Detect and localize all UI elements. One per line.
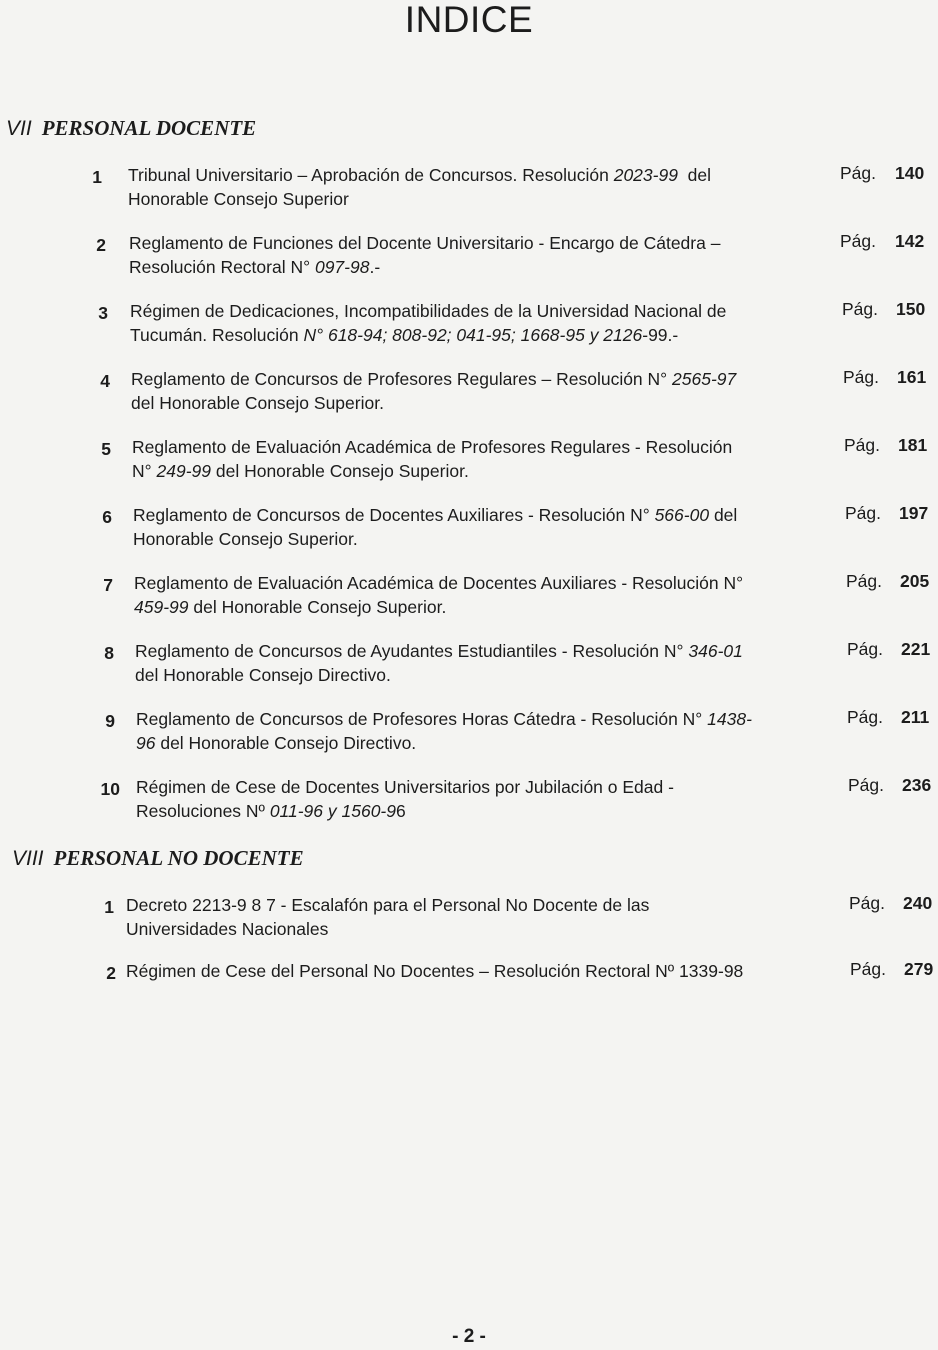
entry-title-italic: 249-99 [156, 460, 211, 481]
entry-title-part: -99.- [642, 324, 679, 345]
entry-title [136, 708, 836, 755]
section-heading-vii [6, 115, 256, 142]
section-title: PERSONAL NO DOCENTE [53, 846, 304, 870]
entry-title-part: N° [132, 460, 157, 481]
entry-title-part: Reglamento de Concursos de Ayudantes Estudiantiles - Resolución N° [135, 641, 689, 661]
entry-number: 2 [96, 235, 106, 255]
section-heading-viii [12, 845, 304, 872]
entry-title-part: Régimen de Dedicaciones, Incompatibilidades de la Universidad Nacional de [130, 301, 727, 321]
entry-title [133, 504, 833, 551]
entry-title-part: del Honorable Consejo Directivo. [135, 664, 391, 685]
entry-title-part: Honorable Consejo Superior. [133, 528, 358, 549]
entry-title-part: Reglamento de Concursos de Profesores Regulares – Resolución N° [131, 369, 673, 389]
entry-title-italic: 459-99 [134, 596, 189, 617]
page-label: Pág. [840, 231, 876, 251]
entry-title-part: Tucumán. Resolución [130, 324, 304, 345]
entry-title-part: Régimen de Cese de Docentes Universitarios por Jubilación o Edad - [136, 777, 674, 797]
entry-title-italic: 96 [136, 732, 156, 753]
page-label: Pág. [840, 163, 876, 183]
page-number: - 2 - [452, 1326, 486, 1347]
entry-title-part: Honorable Consejo Superior [128, 188, 349, 209]
entry-title [128, 164, 828, 211]
entry-title-part: del Honorable Consejo Superior. [211, 460, 469, 481]
entry-title [134, 572, 834, 619]
page-label: Pág. [842, 299, 878, 319]
page-number-ref: 142 [895, 231, 925, 251]
entry-number: 1 [104, 897, 114, 917]
entry-title [130, 300, 830, 347]
entry-number: 10 [100, 779, 120, 799]
entry-title-part: Universidades Nacionales [126, 918, 329, 939]
entry-title-part: del Honorable Consejo Superior. [131, 392, 384, 413]
page-title: INDICE [404, 0, 534, 40]
entry-number: 4 [100, 371, 110, 391]
entry-title-part: del [709, 505, 738, 525]
page-number-ref: 240 [903, 893, 933, 913]
page-number-ref: 140 [895, 163, 925, 183]
entry-title-italic: 2023-99 [613, 165, 678, 185]
entry-title-italic: 1438- [707, 709, 752, 729]
page-number-ref: 211 [901, 707, 930, 727]
entry-title-part: del [677, 165, 712, 185]
entry-title-part: .- [369, 256, 381, 277]
page-number-ref: 279 [904, 959, 934, 979]
entry-title [135, 640, 835, 687]
entry-number: 5 [101, 439, 111, 459]
page-label: Pág. [847, 639, 883, 659]
page-label: Pág. [844, 435, 880, 455]
entry-title [131, 368, 831, 415]
entry-number: 2 [106, 963, 116, 983]
entry-number: 7 [103, 575, 113, 595]
page-number-ref: 150 [896, 299, 926, 319]
entry-number: 3 [98, 303, 108, 323]
page-number-ref: 236 [902, 775, 932, 795]
page-label: Pág. [850, 959, 886, 979]
entry-title-italic: N° 618-94; 808-92; 041-95; 1668-95 y 2126 [303, 324, 643, 345]
page-number-ref: 205 [900, 571, 930, 591]
entry-title-part: 6 [396, 800, 406, 821]
entry-number: 9 [105, 711, 115, 731]
section-roman: VIII [12, 847, 44, 870]
page-number-ref: 197 [899, 503, 929, 523]
entry-title [126, 894, 826, 941]
page-number-ref: 181 [898, 435, 928, 455]
entry-title-italic: 2565-97 [672, 369, 737, 389]
entry-title-part: Reglamento de Evaluación Académica de Docentes Auxiliares - Resolución N° [134, 573, 744, 593]
page-number-ref: 161 [897, 367, 927, 387]
page-label: Pág. [847, 707, 883, 727]
entry-number: 1 [92, 167, 102, 187]
page-label: Pág. [849, 893, 885, 913]
entry-title-part: Tribunal Universitario – Aprobación de Concursos. Resolución [128, 165, 614, 185]
entry-title-italic: 011-96 y 1560-9 [269, 800, 396, 821]
entry-title-italic: 097-98 [314, 256, 370, 277]
entry-title-part: Resoluciones Nº [136, 800, 270, 821]
page-label: Pág. [843, 367, 879, 387]
entry-title-part: Reglamento de Funciones del Docente Universitario - Encargo de Cátedra – [129, 233, 721, 253]
section-title: PERSONAL DOCENTE [41, 116, 257, 140]
entry-title-part: Reglamento de Concursos de Docentes Auxiliares - Resolución N° [133, 505, 655, 525]
entry-title [136, 776, 836, 823]
page-label: Pág. [845, 503, 881, 523]
section-roman: VII [6, 117, 32, 140]
entry-title [126, 960, 826, 984]
entry-number: 8 [104, 643, 114, 663]
page-label: Pág. [846, 571, 882, 591]
entry-title-italic: 566-00 [654, 505, 710, 525]
entry-number: 6 [102, 507, 112, 527]
entry-title [129, 232, 829, 279]
entry-title-part: Resolución Rectoral N° [129, 256, 315, 277]
entry-title-part: Régimen de Cese del Personal No Docentes – Resolución Rectoral Nº 1339-98 [126, 961, 744, 981]
entry-title-italic: 346-01 [688, 641, 743, 661]
page-label: Pág. [848, 775, 884, 795]
entry-title-part: Reglamento de Concursos de Profesores Horas Cátedra - Resolución N° [136, 709, 708, 729]
entry-title-part: Decreto 2213-9 8 7 - Escalafón para el Personal No Docente de las [126, 895, 650, 915]
entry-title-part: Reglamento de Evaluación Académica de Profesores Regulares - Resolución [132, 437, 733, 457]
entry-title-part: del Honorable Consejo Directivo. [155, 732, 417, 753]
page-number-ref: 221 [901, 639, 931, 659]
entry-title-part: del Honorable Consejo Superior. [188, 596, 447, 617]
entry-title [132, 436, 832, 483]
